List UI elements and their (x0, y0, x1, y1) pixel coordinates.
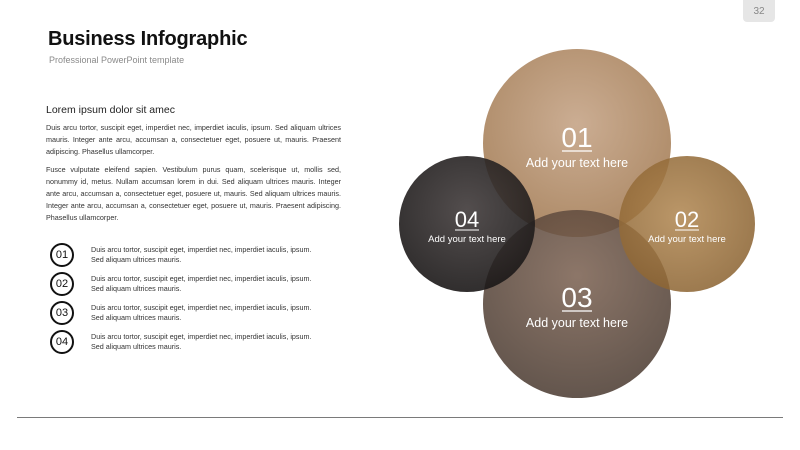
list-item-text: Duis arcu tortor, suscipit eget, imperdiet nec, imperdiet iaculis, ipsum. Sed aliquam ultrices mauris. (91, 273, 312, 293)
venn-number-02: 02 (674, 207, 700, 232)
list-item-text: Duis arcu tortor, suscipit eget, imperdiet nec, imperdiet iaculis, ipsum. Sed aliquam ultrices mauris. (91, 302, 312, 322)
intro-paragraph-1: Duis arcu tortor, suscipit eget, imperdiet nec, imperdiet iaculis, ipsum. Sed aliquam ultrices mauris. Integer ante arcu, accumsan a, consectetuer eget, posuere ut, mauris. Praesent adipiscing. Phasellus ullamcorper. (46, 123, 341, 156)
list-number-badge: 04 (50, 330, 74, 354)
venn-label-02: Add your text here (648, 234, 726, 245)
venn-label-03: Add your text here (525, 316, 629, 330)
list-number-badge: 02 (50, 272, 74, 296)
page-number: 32 (743, 0, 775, 22)
list-item-text: Duis arcu tortor, suscipit eget, imperdiet nec, imperdiet iaculis, ipsum. Sed aliquam ultrices mauris. (91, 244, 312, 264)
slide-title: Business Infographic (48, 28, 248, 50)
slide-subtitle: Professional PowerPoint template (49, 55, 185, 65)
venn-label-01: Add your text here (525, 156, 629, 170)
list-item-text: Duis arcu tortor, suscipit eget, imperdiet nec, imperdiet iaculis, ipsum. Sed aliquam ultrices mauris. (91, 331, 312, 351)
venn-label-04: Add your text here (428, 234, 506, 245)
intro-paragraph-2: Fusce vulputate eleifend sapien. Vestibulum purus quam, scelerisque ut, mollis sed, nonummy id, metus. Nullam accumsan lorem in dui. Sed aliquam ultrices mauris. Integer ante arcu, accumsan a, consectetuer eget, posuere ut, mauris. Sed aliquam ultrices mauris. Integer ante arcu, accumsan a, consectetuer eget, posuere ut, mauris. Praesent adipiscing. Phasellus ullamcorper. (46, 165, 341, 222)
venn-number-01: 01 (561, 122, 593, 153)
bottom-divider (17, 417, 783, 418)
venn-number-04: 04 (454, 207, 480, 232)
list-number-badge: 03 (50, 301, 74, 325)
venn-number-03: 03 (561, 282, 593, 313)
intro-heading: Lorem ipsum dolor sit amec (46, 104, 175, 116)
list-number-badge: 01 (50, 243, 74, 267)
